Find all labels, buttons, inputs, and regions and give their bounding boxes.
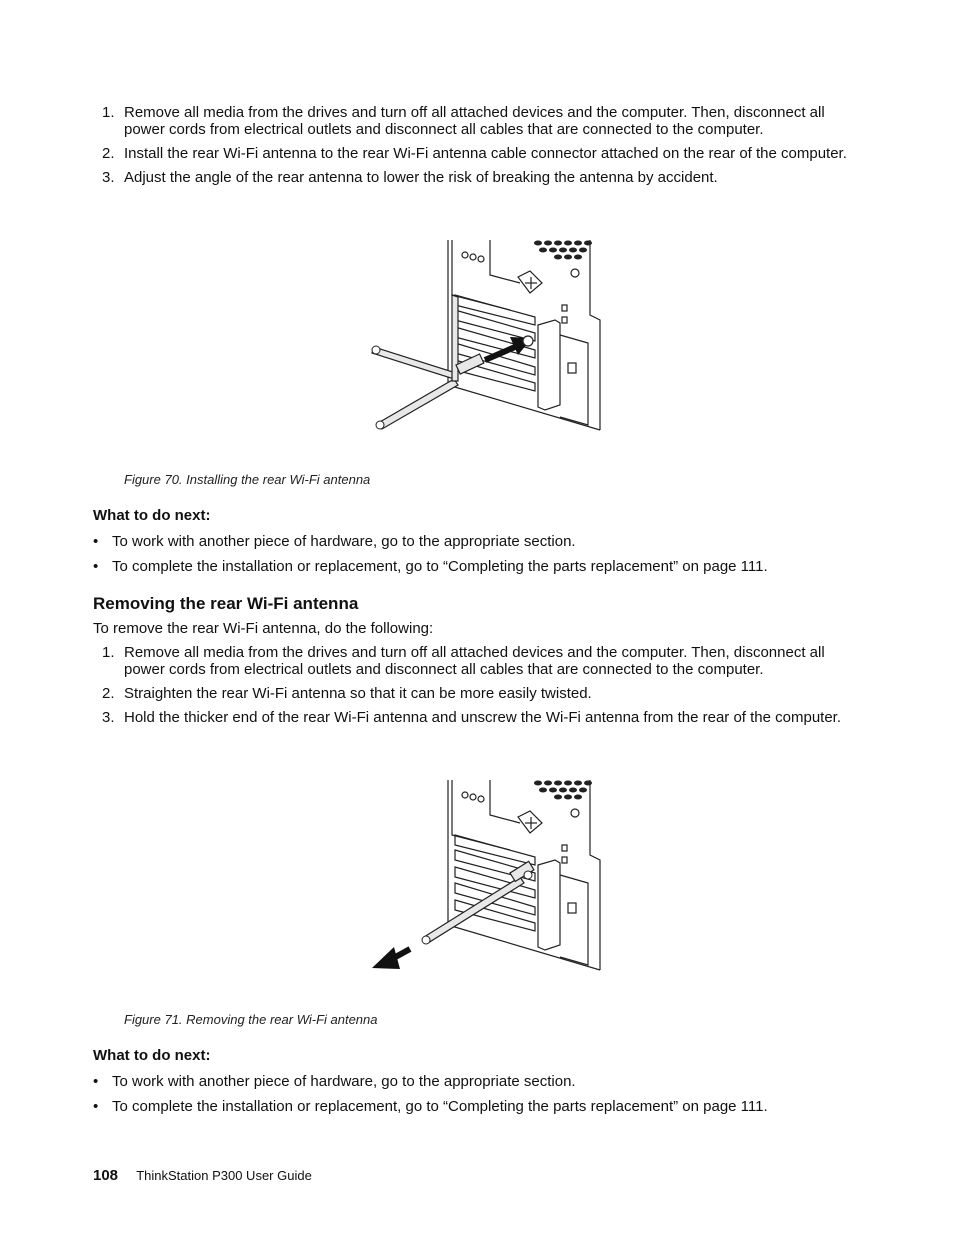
remove-step-1: 1. Remove all media from the drives and turn off all attached devices and the computer. Then, disconnect all power cords from electrical outlets and disconnect all cables that are connected to the computer. bbox=[102, 644, 825, 678]
remove-intro: To remove the rear Wi-Fi antenna, do the following: bbox=[93, 620, 434, 637]
remove-next-item-1: • To work with another piece of hardware, go to the appropriate section. bbox=[93, 1073, 576, 1090]
remove-next-list bbox=[93, 1073, 853, 1123]
install-next-item-2: • To complete the installation or replacement, go to “Completing the parts replacement” on page 111. bbox=[93, 558, 768, 575]
remove-step-2: 2. Straighten the rear Wi-Fi antenna so that it can be more easily twisted. bbox=[102, 685, 592, 702]
page-number: 108 bbox=[93, 1167, 119, 1184]
install-step-1: 1. Remove all media from the drives and turn off all attached devices and the computer. Then, disconnect all power cords from electrical outlets and disconnect all cables that are connected to the computer. bbox=[102, 104, 825, 138]
page-footer bbox=[93, 1167, 312, 1184]
figure-70-caption: Figure 70. Installing the rear Wi-Fi antenna bbox=[124, 472, 371, 487]
section-title: Removing the rear Wi-Fi antenna bbox=[93, 594, 359, 613]
figure-71-illustration bbox=[360, 775, 610, 975]
install-step-3: 3. Adjust the angle of the rear antenna to lower the risk of breaking the antenna by accident. bbox=[102, 169, 718, 186]
install-next-heading: What to do next: bbox=[93, 507, 211, 524]
remove-steps-list bbox=[102, 644, 852, 733]
install-next-item-1: • To work with another piece of hardware, go to the appropriate section. bbox=[93, 533, 576, 550]
remove-step-3: 3. Hold the thicker end of the rear Wi-Fi antenna and unscrew the Wi-Fi antenna from the rear of the computer. bbox=[102, 709, 842, 726]
antenna-lower-arm bbox=[378, 379, 458, 429]
guide-title: ThinkStation P300 User Guide bbox=[136, 1168, 312, 1183]
chassis-edge bbox=[448, 240, 600, 430]
remove-next-item-2: • To complete the installation or replacement, go to “Completing the parts replacement” on page 111. bbox=[93, 1098, 768, 1115]
figure-70-illustration bbox=[360, 235, 610, 435]
install-steps-list bbox=[102, 104, 852, 193]
remove-arrow-icon bbox=[372, 947, 410, 969]
install-step-2: 2. Install the rear Wi-Fi antenna to the rear Wi-Fi antenna cable connector attached on the rear of the computer. bbox=[102, 145, 847, 162]
figure-71-caption: Figure 71. Removing the rear Wi-Fi antenna bbox=[124, 1012, 378, 1027]
install-next-list bbox=[93, 533, 853, 583]
antenna-upper-arm bbox=[372, 347, 456, 379]
remove-next-heading: What to do next: bbox=[93, 1047, 211, 1064]
